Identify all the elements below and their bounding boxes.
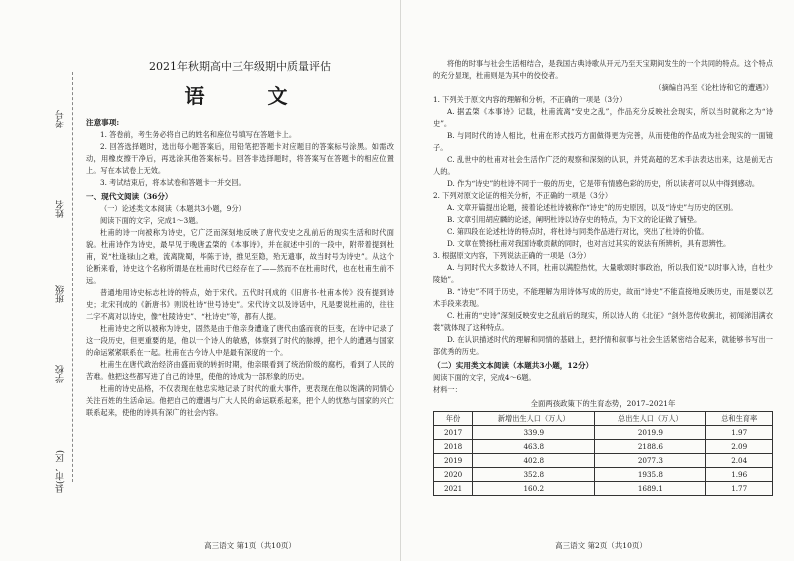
table-cell: 2018: [434, 440, 473, 454]
question-1: 1. 下列关于原文内容的理解和分析，不正确的一项是（3分）: [433, 95, 627, 104]
table-header-cell: 总和生育率: [706, 412, 773, 426]
option: B. “诗史”不同于历史，不能理解为用诗体写成的历史，故而“诗史”不能直接地反映历史，而是要以艺术手段来表现。: [433, 287, 773, 308]
subsection-heading: （二）实用类文本阅读（本题共3小题，12分）: [433, 361, 594, 370]
table-caption: 全面两孩政策下的生育态势，2017–2021年: [530, 399, 676, 408]
passage-paragraph: 将他的时事与社会生活相结合，是我国古典诗歌从开元乃至天宝期间发生的一个共同的特点。这个特点的充分显现，杜甫则是为其中的佼佼者。: [433, 59, 773, 80]
right-column: [433, 58, 773, 496]
option: C. 杜甫的“史诗”深刻反映安史之乱前后的现实，所以诗人的《北征》“剑外忽传收蓟北，初闻涕泪满衣裳”就体现了这种特点。: [433, 311, 773, 332]
table-cell: 1.97: [706, 426, 773, 440]
reading-instruction: 阅读下面的文字，完成1～3题。: [100, 216, 203, 225]
table-cell: 2188.6: [595, 440, 706, 454]
option: C. 乱世中的杜甫对社会生活作广泛的观察和深刻的认识，并凭高超的艺术手法表达出来，这是前无古人的。: [433, 155, 773, 176]
table-cell: 2077.3: [595, 454, 706, 468]
passage-paragraph: 杜甫的诗一向被称为诗史，它广泛而深刻地反映了唐代安史之乱前后的现实生活和时代面貌。杜甫诗作为诗史，最早见于晚唐孟棨的《本事诗》，并在叙述中引的一段中，附带着提到杜甫，说“杜逢禄山之难，流离陇蜀，毕陈于诗，推见至隐，殆无遗事，故当时号为诗史”。从这个论断来看，诗史这个名称所谓是在杜甫时代已经存在了——然而不在杜甫时代，也在杜甫生前不远。: [86, 228, 394, 285]
reading-instruction: 阅读下面的文字，完成4～6题。: [433, 373, 536, 382]
page-footer: 高三语文 第1页（共10页）: [204, 541, 296, 550]
table-header-cell: 新增出生人口（万人）: [473, 412, 595, 426]
note-item: 2. 回答选择题时，选出每小题答案后，用铅笔把答题卡对应题目的答案标号涂黑。如需改动，用橡皮擦干净后，再选涂其他答案标号。回答非选择题时，将答案写在答题卡的相应位置上。写在本试卷上无效。: [86, 142, 394, 175]
table-cell: 1935.8: [595, 468, 706, 482]
table-cell: 352.8: [473, 468, 595, 482]
table-cell: 2.09: [706, 440, 773, 454]
question-3: 3. 根据原文内容，下列说法正确的一项是（3分）: [433, 251, 591, 260]
option: D. 在认识描述时代的理解和同情的基础上，把抒情和叙事与社会生活紧密结合起来，就能够书写出一部优秀的历史。: [433, 335, 773, 356]
table-row: [434, 426, 773, 440]
table-cell: 2.04: [706, 454, 773, 468]
option: A. 据孟棨《本事诗》记载，杜甫流离“安史之乱”，作品充分反映社会现实，所以当时就称之为“诗史”。: [433, 107, 773, 128]
table-cell: 2021: [434, 482, 473, 496]
table-cell: 2020: [434, 468, 473, 482]
note-item: 1. 答卷前，考生务必将自己的姓名和座位号填写在答题卡上。: [100, 130, 297, 139]
table-cell: 2019.9: [595, 426, 706, 440]
table-cell: 2017: [434, 426, 473, 440]
passage-paragraph: 杜甫诗史之所以被称为诗史，固然是由于他亲身遭逢了唐代由盛而衰的巨变，在诗中记录了这一段历史，但更重要的是，他以一个诗人的敏感，体察到了时代的脉搏，把个人的遭遇与国家的命运紧紧联系在一起。杜甫在古今诗人中是最有深度的一个。: [86, 324, 394, 357]
option: C. 第四段在论述杜诗的特点时，将杜诗与同类作品进行对比，突出了杜诗的价值。: [447, 227, 709, 236]
option: B. 与同时代的诗人相比，杜甫在形式技巧方面做得更为完善，从而使他的作品成为社会现实的一面镜子。: [433, 131, 773, 152]
gutter-school: 学校: [56, 365, 66, 383]
passage-paragraph: 杜甫的诗史品格，不仅表现在他忠实地记录了时代的重大事件，更表现在他以饱满的同情心关注百姓的生活命运。他把自己的遭遇与广大人民的命运联系起来，把个人的忧愁与国家的兴亡联系起来，使他的诗具有深广的社会内容。: [86, 384, 394, 417]
table-header-cell: 年份: [434, 412, 473, 426]
material-label: 材料一：: [433, 385, 462, 394]
subsection-heading: （一）论述类文本阅读（本题共3小题，9分）: [100, 204, 246, 213]
table-row: [434, 468, 773, 482]
notes-heading: 注意事项:: [86, 118, 120, 127]
table-cell: 1689.1: [595, 482, 706, 496]
option: D. 作为“诗史”的杜诗不同于一般的历史，它是带有情感色彩的历史，所以读者可以从中得到感动。: [447, 179, 760, 188]
table-row: [434, 440, 773, 454]
gutter-class: 班级: [56, 285, 66, 303]
option: D. 文章在赞扬杜甫对我国诗歌贡献的同时，也对言过其实的说法有所辨析，具有思辨性。: [447, 239, 731, 248]
section-heading: 一、现代文阅读（36分）: [86, 192, 173, 201]
subject-title: 语 文: [184, 84, 316, 108]
student-info-gutter: [10, 110, 76, 530]
table-cell: 339.9: [473, 426, 595, 440]
exam-title: 2021年秋期高中三年级期中质量评估: [149, 60, 331, 73]
page-2: [400, 0, 794, 561]
page-footer: 高三语文 第2页（共10页）: [555, 541, 647, 550]
left-column: [86, 58, 394, 419]
gutter-county: 县(市、区): [56, 450, 66, 494]
table-cell: 402.8: [473, 454, 595, 468]
option: A. 与同时代大多数诗人不同，杜甫以满腔热忱，大量歌颂时事政治，所以我们说“以时事入诗，自杜少陵始”。: [433, 263, 773, 284]
table-cell: 160.2: [473, 482, 595, 496]
table-cell: 463.8: [473, 440, 595, 454]
passage-paragraph: 杜甫生在唐代政治经济由盛而衰的转折时期，他亲眼看到了统治阶级的腐朽，看到了人民的苦难。他把这些都写进了自己的诗里，使他的诗成为一部形象的历史。: [86, 360, 394, 381]
note-item: 3. 考试结束后，将本试卷和答题卡一并交回。: [100, 178, 246, 187]
table-header-cell: 总出生人口（万人）: [595, 412, 706, 426]
birth-data-table: [433, 411, 773, 496]
table-cell: 2019: [434, 454, 473, 468]
table-row: [434, 482, 773, 496]
gutter-exam-number: 考号: [56, 110, 66, 128]
passage-paragraph: 普通地用诗史标志杜诗的特点，始于宋代。五代时刊成的《旧唐书·杜甫本传》没有提到诗史；北宋刊成的《新唐书》则说杜诗“世号诗史”。宋代诗文以及诗话中，凡是要说杜甫的，往往二字不离对以诗史，像“杜陵诗史”、“杜诗史”等，都有人提。: [86, 288, 394, 321]
table-cell: 1.96: [706, 468, 773, 482]
table-header-row: [434, 412, 773, 426]
option: B. 文章引用胡应麟的论述，阐明杜诗以诗存史的特点，为下文的论证做了铺垫。: [447, 215, 702, 224]
table-cell: 1.77: [706, 482, 773, 496]
source-citation: （摘编自冯至《论杜诗和它的遭遇》）: [654, 83, 773, 92]
question-2: 2. 下列对原文论证的相关分析，不正确的一项是（3分）: [433, 191, 613, 200]
table-row: [434, 454, 773, 468]
option: A. 文章开篇提出论题，接着论述杜诗被称作“诗史”的历史原因，以及“诗史”与历史的区别。: [447, 203, 738, 212]
gutter-name: 姓名: [56, 200, 66, 218]
seal-line: [72, 72, 74, 482]
